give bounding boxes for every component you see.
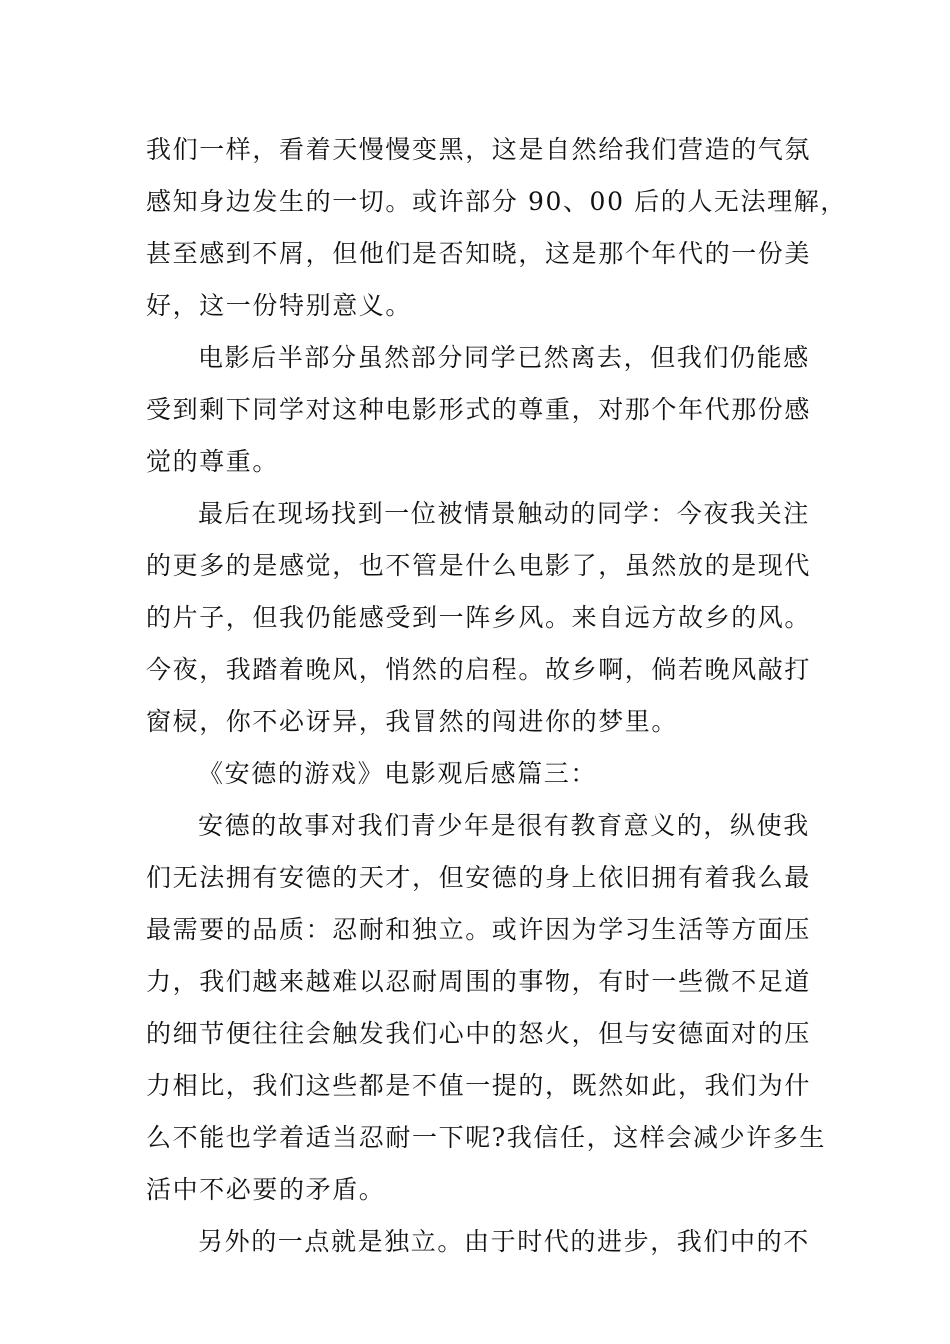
text-line: 的细节便往往会触发我们心中的怒火，但与安德面对的压 bbox=[146, 1019, 812, 1048]
text-line: 力，我们越来越难以忍耐周围的事物，有时一些微不足道 bbox=[146, 967, 812, 996]
paragraph-first-line: 另外的一点就是独立。由于时代的进步，我们中的不 bbox=[198, 1227, 810, 1256]
text-line: 力相比，我们这些都是不值一提的，既然如此，我们为什 bbox=[146, 1071, 812, 1100]
text-line: 们无法拥有安德的天才，但安德的身上依旧拥有着我么最 bbox=[146, 863, 812, 892]
text-line: 我们一样，看着天慢慢变黑，这是自然给我们营造的气氛 bbox=[146, 135, 812, 164]
body-text bbox=[146, 124, 847, 1268]
paragraph-first-line: 安德的故事对我们青少年是很有教育意义的，纵使我 bbox=[198, 811, 810, 840]
section-heading: 《安德的游戏》电影观后感篇三： bbox=[198, 759, 598, 788]
text-line: 甚至感到不屑，但他们是否知晓，这是那个年代的一份美 bbox=[146, 239, 812, 268]
text-line: 窗棂，你不必讶异，我冒然的闯进你的梦里。 bbox=[146, 707, 679, 736]
text-line: 的更多的是感觉，也不管是什么电影了，虽然放的是现代 bbox=[146, 551, 812, 580]
text-line: 今夜，我踏着晚风，悄然的启程。故乡啊，倘若晚风敲打 bbox=[146, 655, 812, 684]
paragraph-first-line: 最后在现场找到一位被情景触动的同学：今夜我关注 bbox=[198, 499, 810, 528]
text-line: 活中不必要的矛盾。 bbox=[146, 1175, 386, 1204]
text-line: 感知身边发生的一切。或许部分 90、00 后的人无法理解， bbox=[146, 187, 847, 216]
paragraph-first-line: 电影后半部分虽然部分同学已然离去，但我们仍能感 bbox=[198, 343, 810, 372]
text-line: 的片子，但我仍能感受到一阵乡风。来自远方故乡的风。 bbox=[146, 603, 812, 632]
text-line: 么不能也学着适当忍耐一下呢?我信任，这样会减少许多生 bbox=[146, 1123, 827, 1152]
text-line: 最需要的品质：忍耐和独立。或许因为学习生活等方面压 bbox=[146, 915, 812, 944]
text-line: 好，这一份特别意义。 bbox=[146, 291, 413, 320]
text-line: 受到剩下同学对这种电影形式的尊重，对那个年代那份感 bbox=[146, 395, 812, 424]
text-line: 觉的尊重。 bbox=[146, 447, 280, 476]
